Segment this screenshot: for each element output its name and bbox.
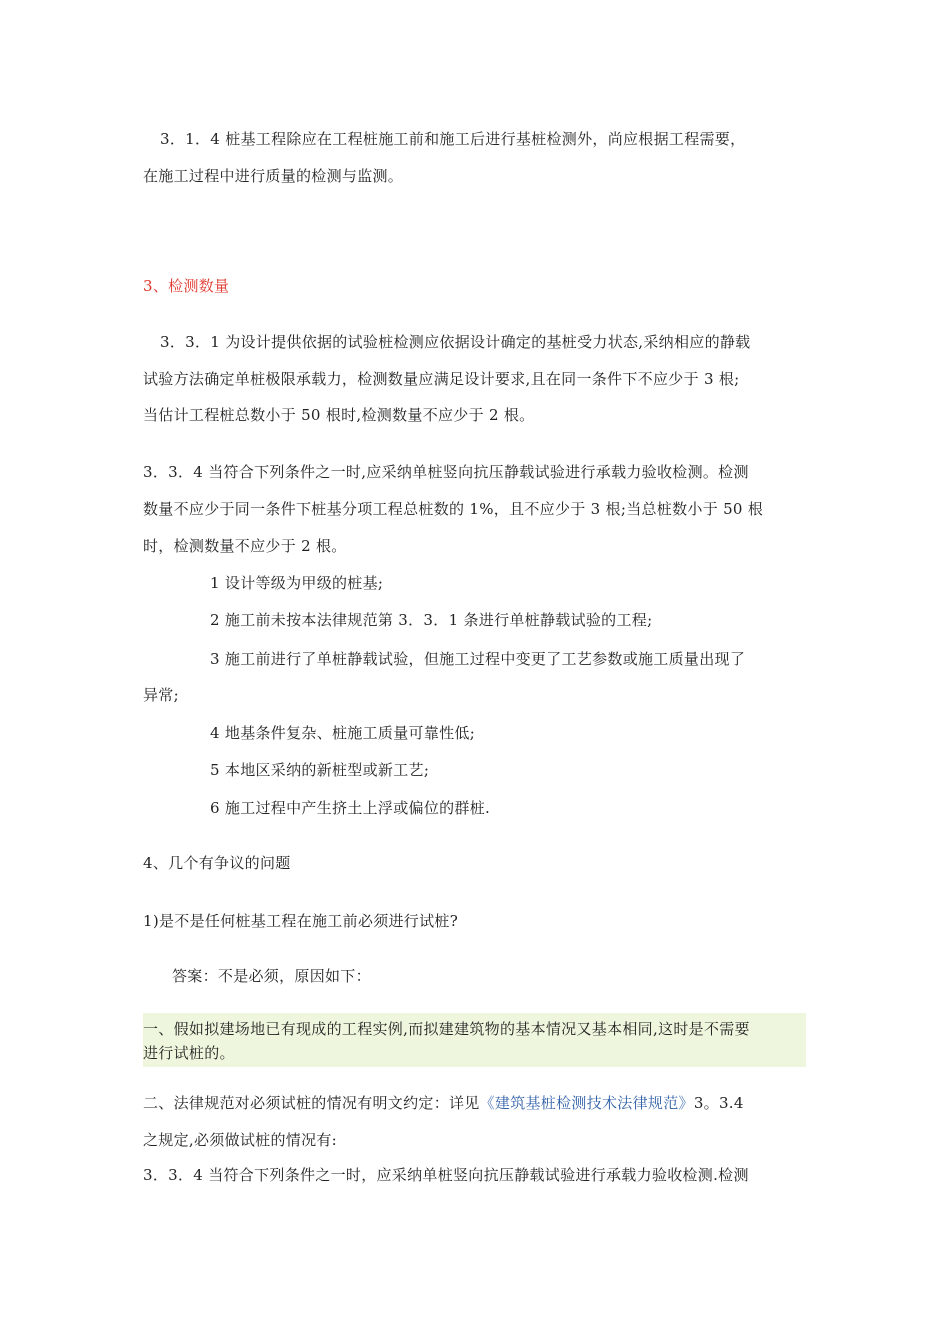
para-3-3-1-line1: 3．3．1 为设计提供依据的试验桩检测应依据设计确定的基桩受力状态,采纳相应的静载 xyxy=(160,333,751,351)
condition-item-1: 1 设计等级为甲级的桩基; xyxy=(210,574,384,592)
reason-1-line2: 进行试桩的。 xyxy=(143,1044,235,1062)
reason-2-line2: 之规定,必须做试桩的情况有: xyxy=(143,1131,338,1149)
para-3-3-1-line3: 当估计工程桩总数小于 50 根时,检测数量不应少于 2 根。 xyxy=(143,406,535,424)
para-3-3-4-line1: 3．3．4 当符合下列条件之一时,应采纳单桩竖向抗压静载试验进行承载力验收检测。检测 xyxy=(143,463,749,481)
condition-item-4: 4 地基条件复杂、桩施工质量可靠性低; xyxy=(210,724,476,742)
reason-2-line1 xyxy=(143,1093,744,1113)
para-3-1-4-line2: 在施工过程中进行质量的检测与监测。 xyxy=(143,167,404,185)
condition-item-3-cont: 异常; xyxy=(143,686,179,704)
reason-2-suffix: 3。3.4 xyxy=(693,1094,744,1112)
question-1: 1)是不是任何桩基工程在施工前必须进行试桩? xyxy=(143,912,459,930)
para-3-3-4-line3: 时，检测数量不应少于 2 根。 xyxy=(143,537,347,555)
standard-link[interactable]: 《建筑基桩检测技术法律规范》 xyxy=(479,1094,694,1112)
reason-1-line1: 一、假如拟建场地已有现成的工程实例,而拟建建筑物的基本情况又基本相同,这时是不需要 xyxy=(143,1020,750,1038)
condition-item-5: 5 本地区采纳的新桩型或新工艺; xyxy=(210,761,430,779)
para-3-3-4-repeat: 3．3．4 当符合下列条件之一时，应采纳单桩竖向抗压静载试验进行承载力验收检测.检测 xyxy=(143,1166,749,1184)
condition-item-2: 2 施工前未按本法律规范第 3．3．1 条进行单桩静载试验的工程; xyxy=(210,611,653,629)
reason-2-prefix: 二、法律规范对必须试桩的情况有明文约定：详见 xyxy=(143,1094,480,1112)
condition-item-3: 3 施工前进行了单桩静载试验，但施工过程中变更了工艺参数或施工质量出现了 xyxy=(210,650,746,668)
section-heading-detection-quantity: 3、检测数量 xyxy=(143,277,230,295)
answer-text: 答案：不是必须，原因如下： xyxy=(172,967,371,985)
para-3-3-4-line2: 数量不应少于同一条件下桩基分项工程总桩数的 1%，且不应少于 3 根;当总桩数小于 50 根 xyxy=(143,500,764,518)
para-3-3-1-line2: 试验方法确定单桩极限承载力，检测数量应满足设计要求,且在同一条件下不应少于 3 根; xyxy=(143,370,740,388)
section-heading-disputed-issues: 4、几个有争议的问题 xyxy=(143,854,291,872)
para-3-1-4-line1: 3．1．4 桩基工程除应在工程桩施工前和施工后进行基桩检测外，尚应根据工程需要， xyxy=(160,130,746,148)
condition-item-6: 6 施工过程中产生挤土上浮或偏位的群桩. xyxy=(210,799,491,817)
